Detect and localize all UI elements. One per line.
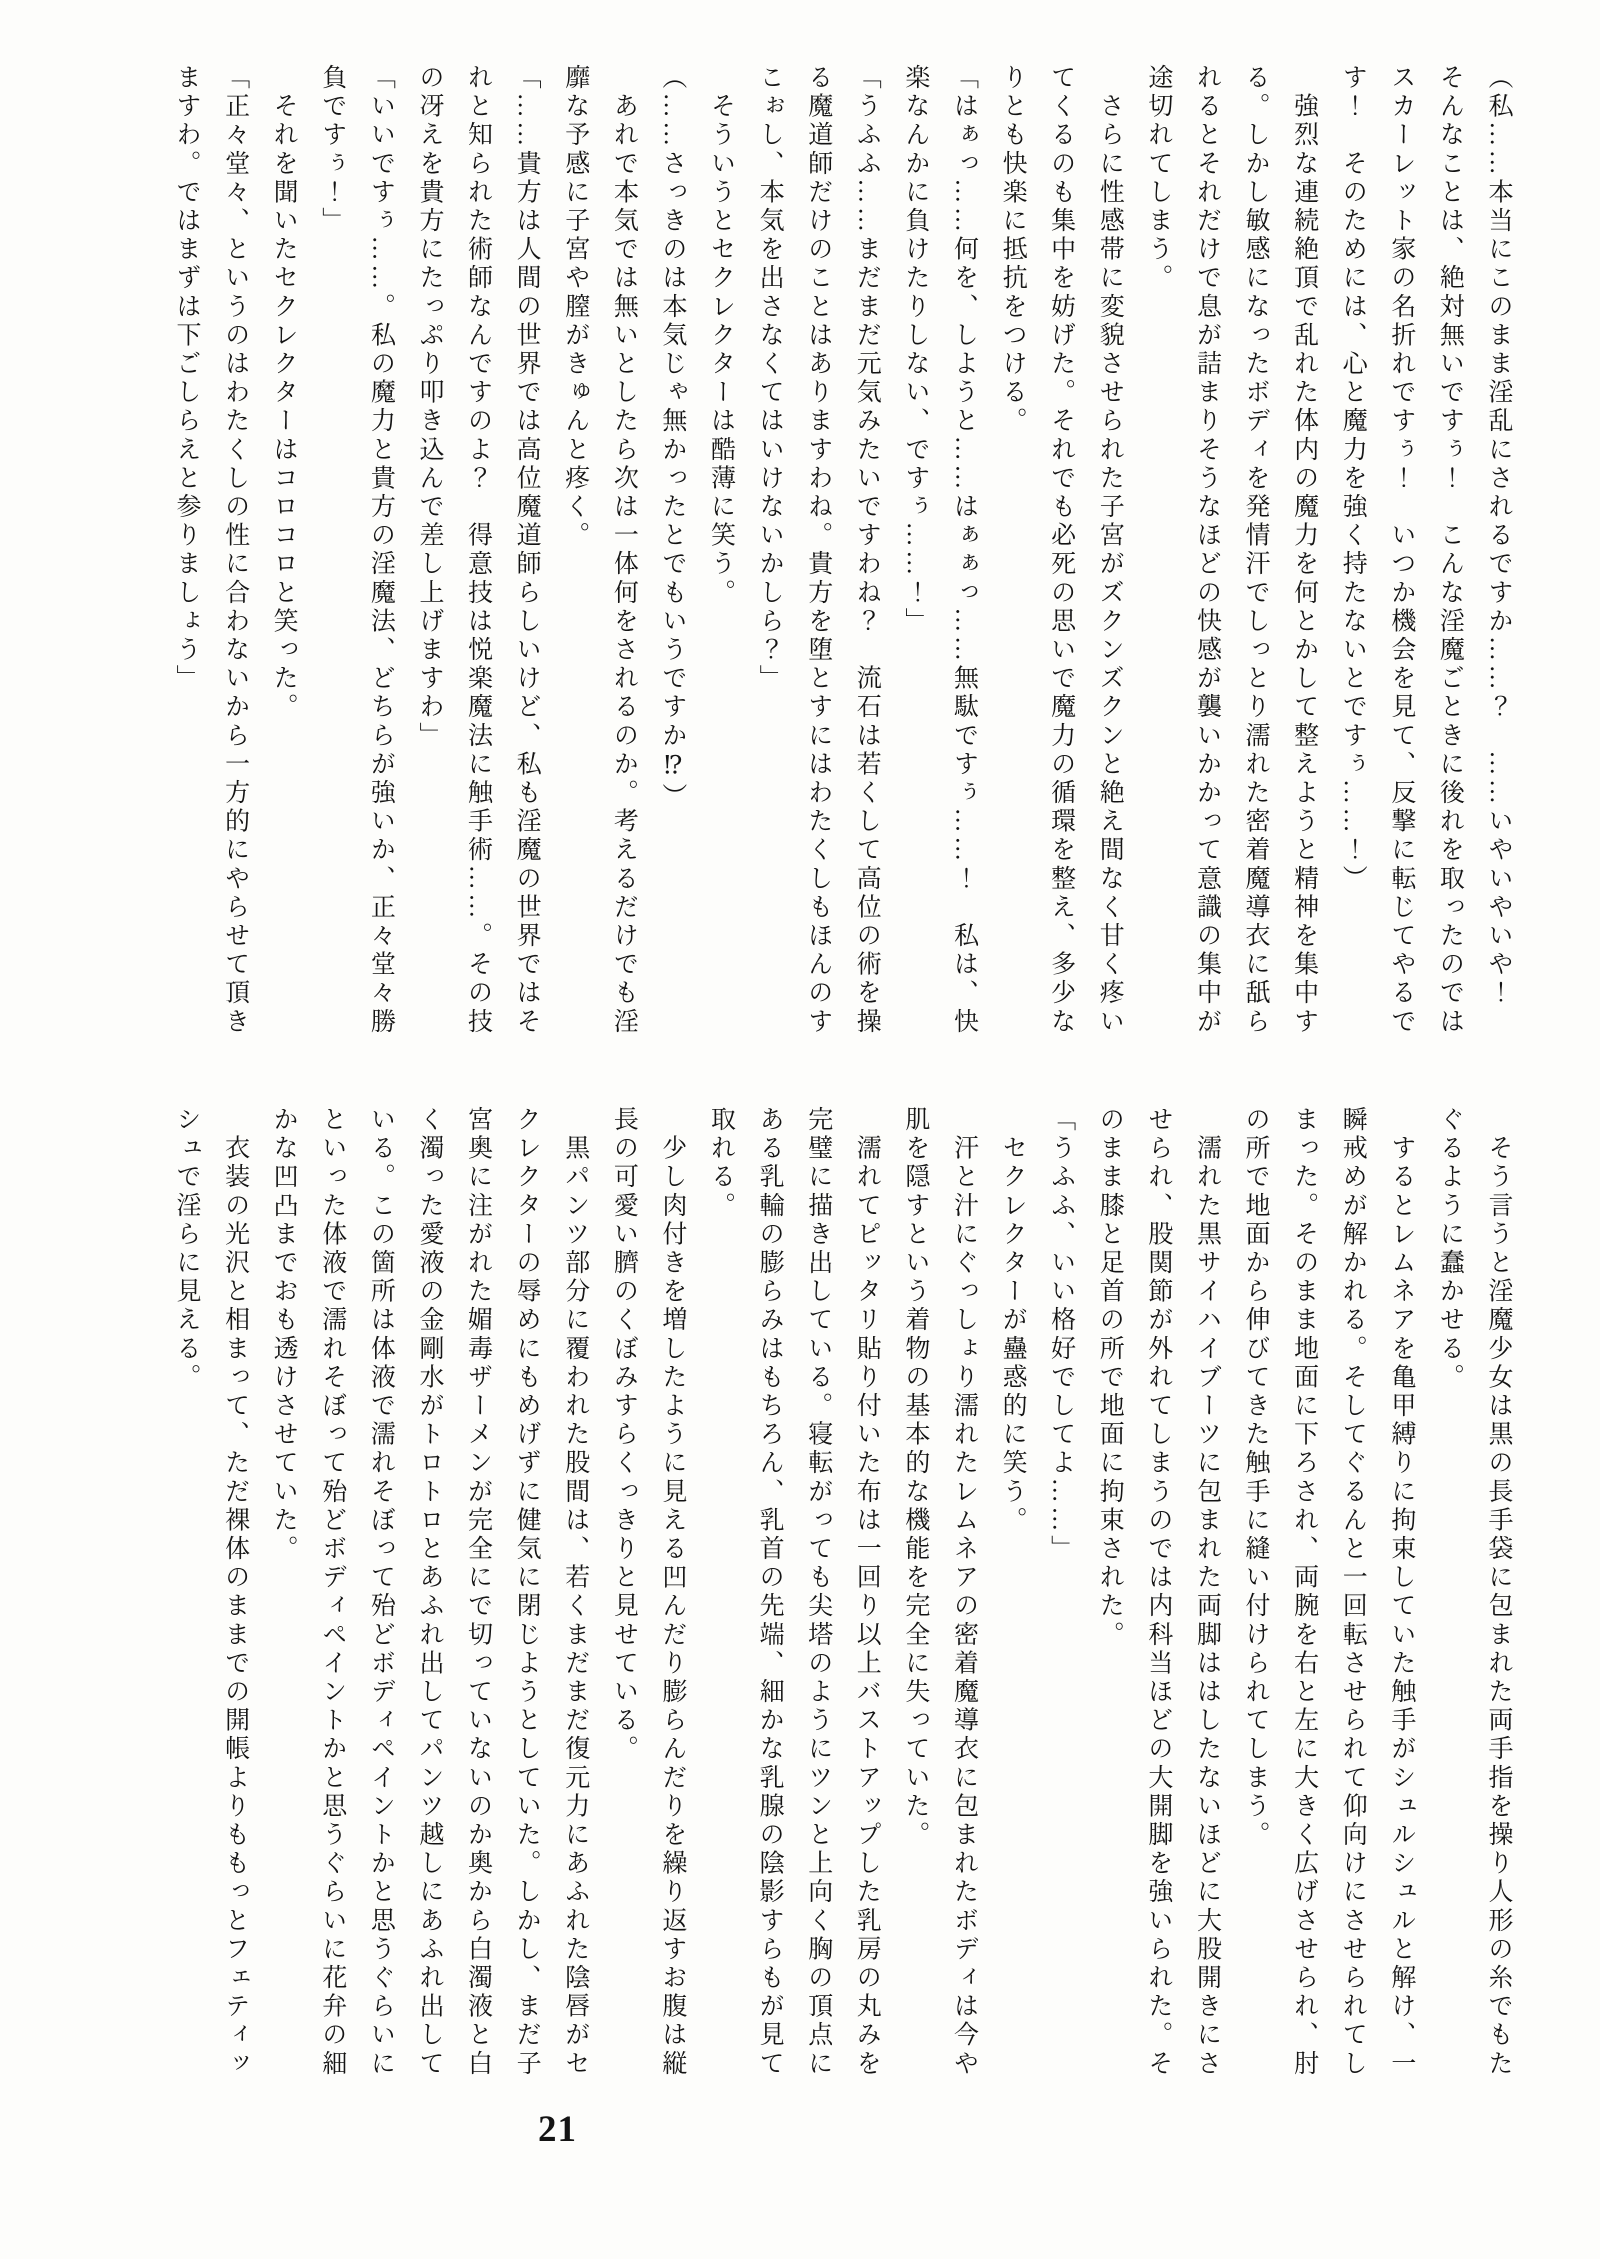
text-column: 「うふふ……まだまだ元気みたいですわね？ 流石は若くして高位の術を操: [853, 64, 881, 1037]
text-column: それを聞いたセクレクターはコロコロと笑った。: [270, 64, 298, 722]
text-column: まった。そのまま地面に下ろされ、両腕を右と左に大きく広げさせられ、肘: [1290, 1106, 1318, 2079]
text-column: 靡な予感に子宮や膣がきゅんと疼く。: [561, 64, 589, 551]
text-column: 「いいですぅ……。私の魔力と貴方の淫魔法、どちらが強いか、正々堂々勝: [367, 64, 395, 1037]
text-column: クレクターの辱めにもめげずに健気に閉じようとしていた。しかし、まだ子: [513, 1106, 541, 2079]
text-column: といった体液で濡れそぼって殆どボディペイントかと思うぐらいに花弁の細: [318, 1106, 346, 2079]
text-column: 「正々堂々、というのはわたくしの性に合わないから一方的にやらせて頂き: [221, 64, 249, 1037]
text-column: そんなことは、絶対無いですぅ！ こんな淫魔ごときに後れを取ったのでは: [1436, 64, 1464, 1037]
text-column: 濡れた黒サイハイブーツに包まれた両脚ははしたないほどに大股開きにさ: [1193, 1106, 1221, 2079]
text-column: 宮奥に注がれた媚毒ザーメンが完全にで切っていないのか奥から白濁液と白: [464, 1106, 492, 2079]
text-column: 瞬戒めが解かれる。そしてぐるんと一回転させられて仰向けにさせられてし: [1339, 1106, 1367, 2079]
text-column: （私……本当にこのまま淫乱にされるですか……？ ……いやいやいや！: [1485, 64, 1512, 1008]
text-column: いる。この箇所は体液で濡れそぼって殆どボディペイントかと思うぐらいに: [367, 1106, 395, 2079]
text-column: 「うふふ、いい格好でしてよ……」: [1047, 1106, 1075, 1564]
text-column: 楽なんかに負けたりしない、ですぅ……！」: [901, 64, 929, 636]
text-column: 取れる。: [707, 1106, 735, 1221]
text-column: 長の可愛い臍のくぼみすらくっきりと見せている。: [610, 1106, 638, 1764]
text-column: の冴えを貴方にたっぷり叩き込んで差し上げますわ」: [415, 64, 443, 751]
text-column: のまま膝と足首の所で地面に拘束された。: [1096, 1106, 1124, 1650]
text-column: る。しかし敏感になったボディを発情汗でしっとり濡れた密着魔導衣に舐ら: [1242, 64, 1270, 1037]
text-column: 完璧に描き出している。寝転がっても尖塔のようにツンと上向く胸の頂点に: [804, 1106, 832, 2079]
text-column: る魔道師だけのことはありますわね。貴方を堕とすにはわたくしもほんのす: [804, 64, 832, 1037]
text-column: 汗と汁にぐっしょり濡れたレムネアの密着魔導衣に包まれたボディは今や: [950, 1106, 978, 2079]
text-column: 途切れてしまう。: [1144, 64, 1172, 293]
text-column: 負ですぅ！」: [318, 64, 346, 236]
text-column: シュで淫らに見える。: [172, 1106, 200, 1392]
text-column: 肌を隠すという着物の基本的な機能を完全に失っていた。: [901, 1106, 929, 1850]
text-column: 強烈な連続絶頂で乱れた体内の魔力を何とかして整えようと精神を集中す: [1290, 64, 1318, 1037]
text-column: てくるのも集中を妨げた。それでも必死の思いで魔力の循環を整え、多少な: [1047, 64, 1075, 1037]
text-column: ますわ。ではまずは下ごしらえと参りましょう」: [172, 64, 200, 694]
text-column: するとレムネアを亀甲縛りに拘束していた触手がシュルシュルと解け、一: [1387, 1106, 1415, 2079]
text-column: ぐるように蠢かせる。: [1436, 1106, 1464, 1392]
text-column: れるとそれだけで息が詰まりそうなほどの快感が襲いかかって意識の集中が: [1193, 64, 1221, 1037]
upper-text-block: [151, 64, 1512, 1039]
text-column: す！ そのためには、心と魔力を強く持たないとですぅ……！）: [1339, 64, 1367, 894]
text-column: く濁った愛液の金剛水がトロトロとあふれ出してパンツ越しにあふれ出して: [415, 1106, 443, 2079]
text-column: そういうとセクレクターは酷薄に笑う。: [707, 64, 735, 608]
text-column: ある乳輪の膨らみはもちろん、乳首の先端、細かな乳腺の陰影すらもが見て: [756, 1106, 784, 2079]
text-column: 濡れてピッタリ貼り付いた布は一回り以上バストアップした乳房の丸みを: [853, 1106, 881, 2079]
text-column: こぉし、本気を出さなくてはいけないかしら？」: [756, 64, 784, 694]
text-column: かな凹凸までおも透けさせていた。: [270, 1106, 298, 1564]
text-column: れと知られた術師なんですのよ？ 得意技は悦楽魔法に触手術……。その技: [464, 64, 492, 1037]
text-column: せられ、股関節が外れてしまうのでは内科当ほどの大開脚を強いられた。そ: [1144, 1106, 1172, 2079]
text-column: そう言うと淫魔少女は黒の長手袋に包まれた両手指を操り人形の糸でもた: [1485, 1106, 1512, 2079]
text-column: 黒パンツ部分に覆われた股間は、若くまだまだ復元力にあふれた陰唇がセ: [561, 1106, 589, 2079]
text-column: 「……貴方は人間の世界では高位魔道師らしいけど、私も淫魔の世界ではそ: [513, 64, 541, 1037]
text-column: りとも快楽に抵抗をつける。: [999, 64, 1027, 436]
text-column: 衣装の光沢と相まって、ただ裸体のままでの開帳よりももっとフェティッ: [221, 1106, 249, 2079]
text-column: スカーレット家の名折れですぅ！ いつか機会を見て、反撃に転じてやるで: [1387, 64, 1415, 1037]
text-column: の所で地面から伸びてきた触手に縫い付けられてしまう。: [1242, 1106, 1270, 1850]
lower-text-block: [151, 1106, 1512, 2078]
text-column: 「はぁっ……何を、しようと……はぁぁっ……無駄ですぅ……！ 私は、快: [950, 64, 978, 1037]
text-column: セクレクターが蠱惑的に笑う。: [999, 1106, 1027, 1535]
text-column: あれで本気では無いとしたら次は一体何をされるのか。考えるだけでも淫: [610, 64, 638, 1037]
text-column: 少し肉付きを増したように見える凹んだり膨らんだりを繰り返すお腹は縦: [658, 1106, 686, 2079]
text-column: （……さっきのは本気じゃ無かったとでもいうですか⁉）: [658, 64, 686, 812]
text-column: さらに性感帯に変貌させられた子宮がズクンズクンと絶え間なく甘く疼い: [1096, 64, 1124, 1037]
page-number: 21: [538, 2109, 577, 2150]
